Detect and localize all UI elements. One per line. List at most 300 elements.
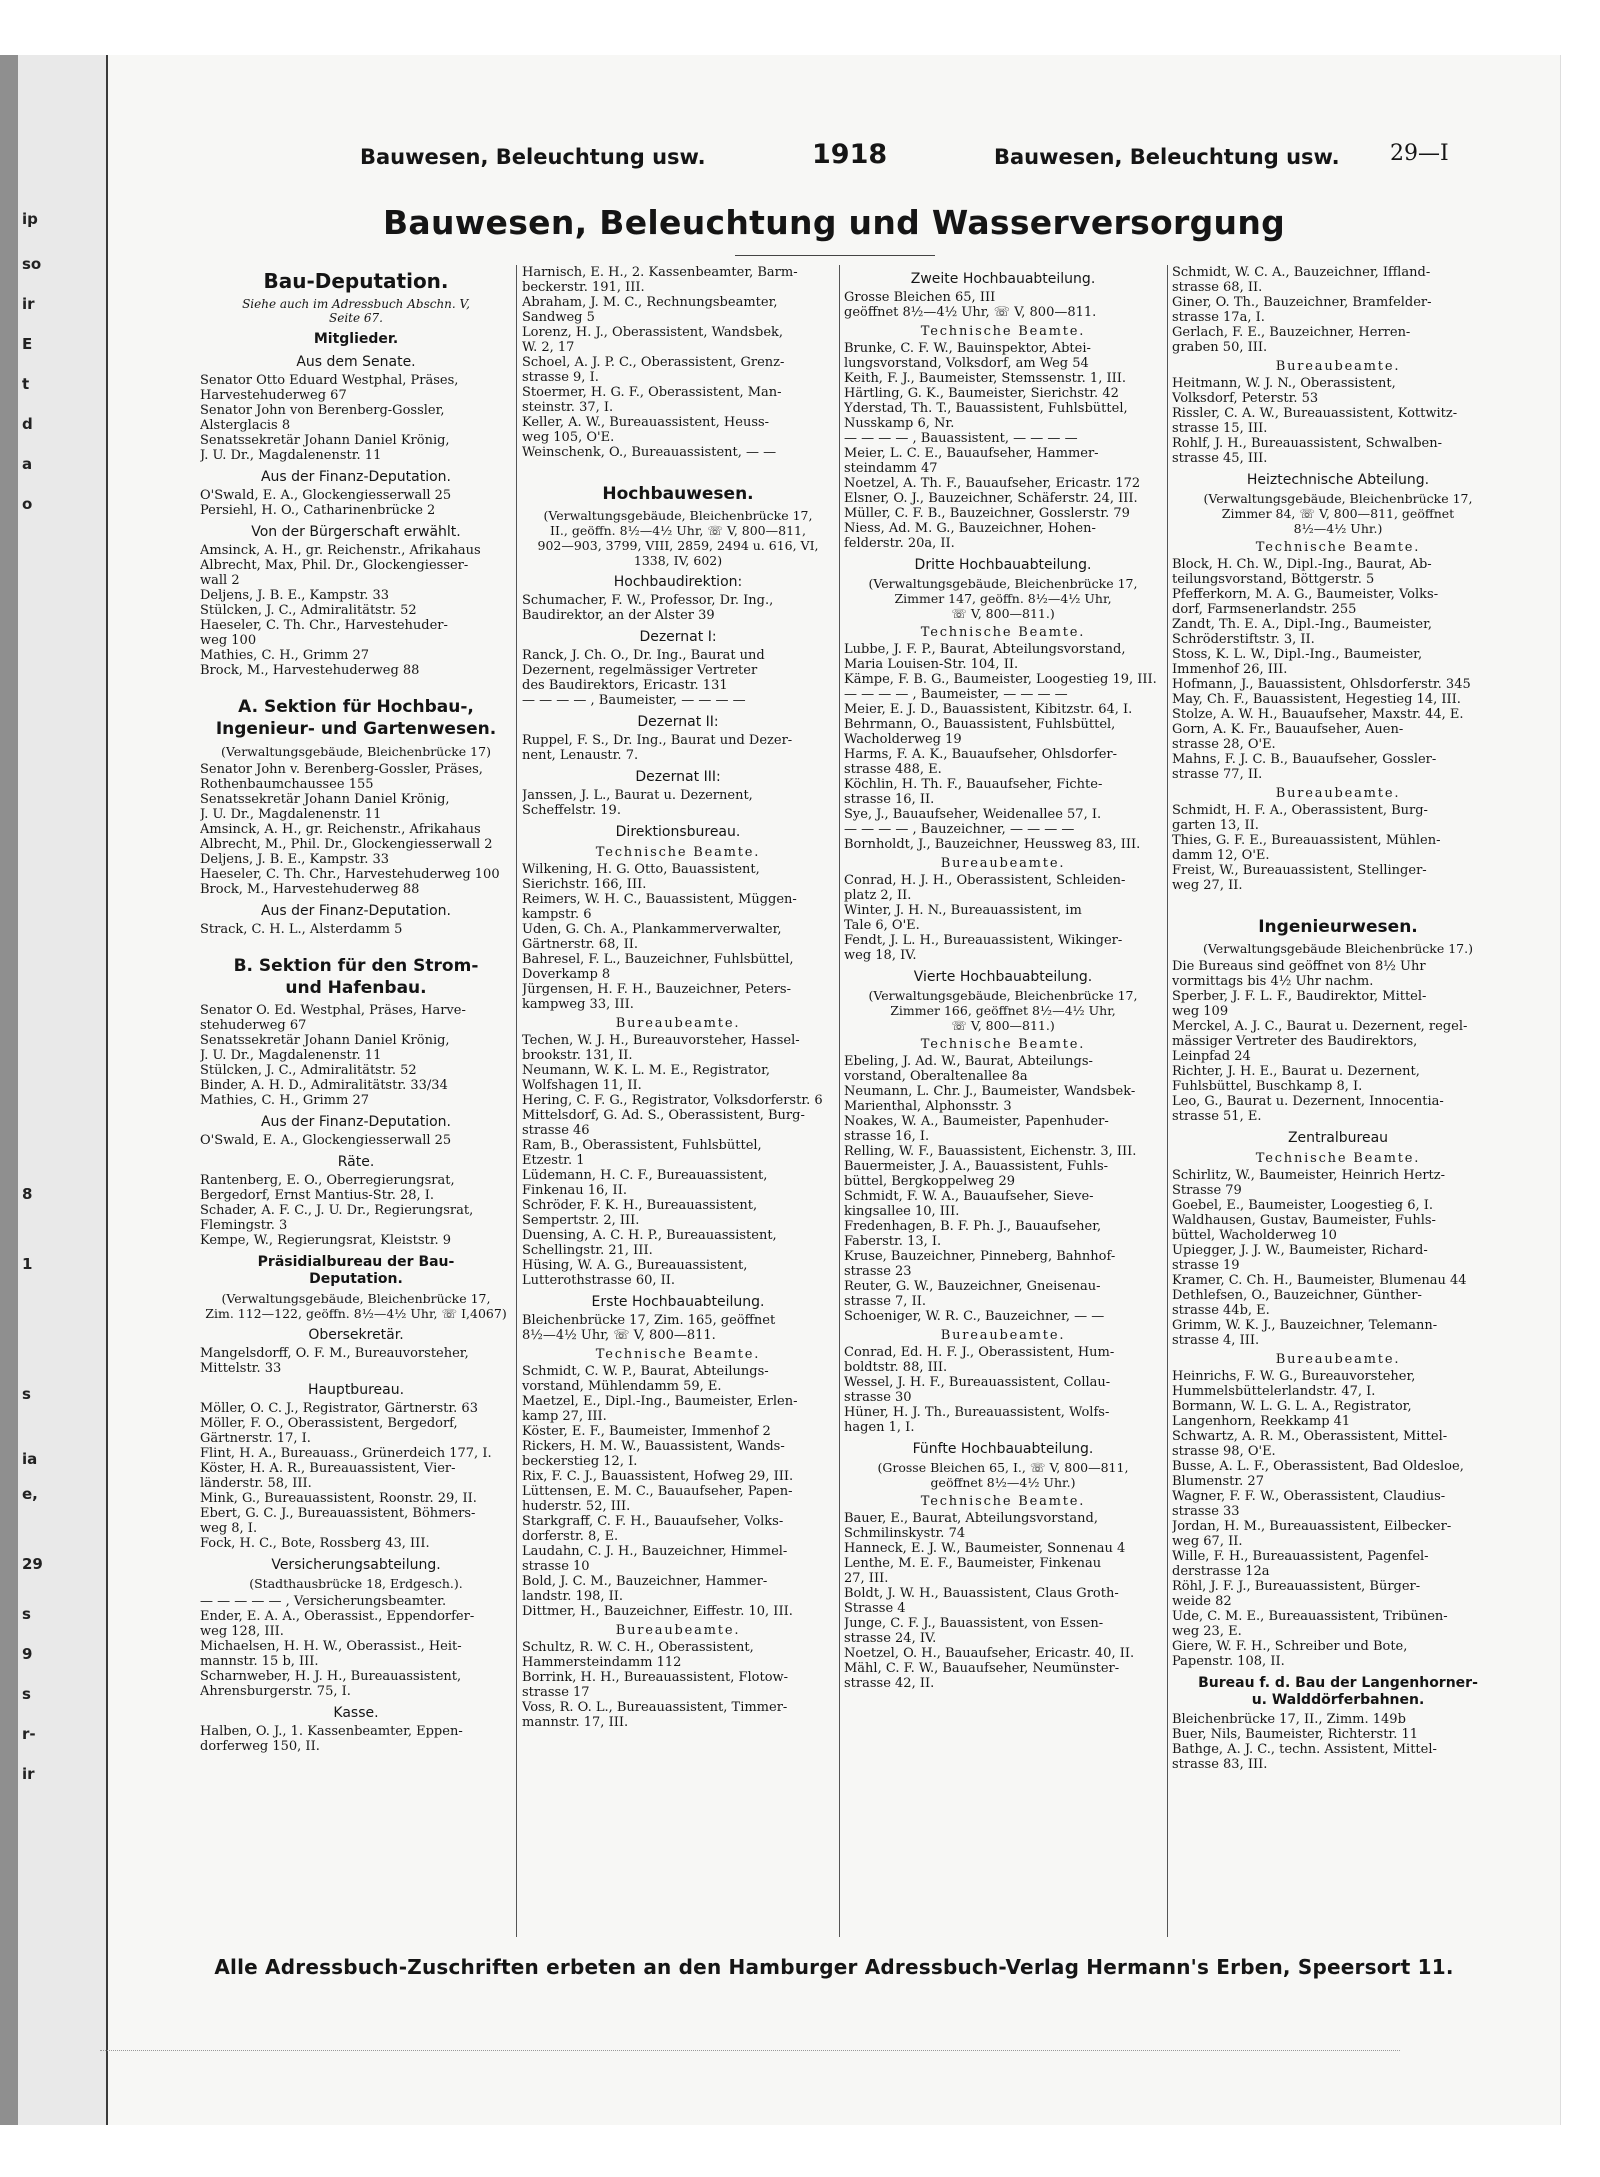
directory-entry: Ahrensburgerstr. 75, I. xyxy=(200,1684,351,1699)
directory-entry: Mähl, C. F. W., Bauaufseher, Neumünster- xyxy=(844,1661,1120,1676)
running-head-left: Bauwesen, Beleuchtung usw. xyxy=(360,145,706,169)
directory-entry: strasse 488, E. xyxy=(844,762,942,777)
directory-entry: wall 2 xyxy=(200,573,240,588)
directory-entry: Wille, F. H., Bureauassistent, Pagenfel- xyxy=(1172,1549,1429,1564)
page xyxy=(108,55,1560,2125)
directory-entry: brookstr. 131, II. xyxy=(522,1048,633,1063)
gutter-mark: ip xyxy=(22,210,38,228)
directory-entry: vormittags bis 4½ Uhr nachm. xyxy=(1172,974,1374,989)
directory-entry: Yderstad, Th. T., Bauassistent, Fuhlsbüttel, xyxy=(844,401,1128,416)
directory-entry: weg 100 xyxy=(200,633,257,648)
directory-entry: Bleichenbrücke 17, II., Zimm. 149b xyxy=(1172,1712,1406,1727)
subsection-heading: Hochbaudirektion: xyxy=(613,574,743,590)
directory-entry: boldtstr. 88, III. xyxy=(844,1360,948,1375)
directory-entry: Jordan, H. M., Bureauassistent, Eilbecker- xyxy=(1172,1519,1452,1534)
directory-entry: Junge, C. F. J., Bauassistent, von Essen- xyxy=(844,1616,1104,1631)
directory-entry: Strasse 79 xyxy=(1172,1183,1242,1198)
gutter-mark: ir xyxy=(22,1765,35,1783)
subsection-heading: Aus der Finanz-Deputation. xyxy=(260,903,452,919)
directory-entry: mannstr. 15 b, III. xyxy=(200,1654,319,1669)
staff-category-heading: Bureaubeamte. xyxy=(940,856,1066,871)
directory-entry: Elsner, O. J., Bauzeichner, Schäferstr. 24, III. xyxy=(844,491,1138,506)
directory-entry: Bahresel, F. L., Bauzeichner, Fuhlsbüttel, xyxy=(522,952,794,967)
directory-entry: Bathge, A. J. C., techn. Assistent, Mittel- xyxy=(1172,1742,1437,1757)
directory-entry: Rissler, C. A. W., Bureauassistent, Kottwitz- xyxy=(1172,406,1458,421)
directory-entry: Dethlefsen, O., Bauzeichner, Günther- xyxy=(1172,1288,1422,1303)
section-heading: Hochbauwesen. xyxy=(602,484,754,504)
directory-entry: Voss, R. O. L., Bureauassistent, Timmer- xyxy=(522,1700,788,1715)
directory-entry: Haeseler, C. Th. Chr., Harvestehuderweg 100 xyxy=(200,867,500,882)
directory-entry: Maria Louisen-Str. 104, II. xyxy=(844,657,1019,672)
directory-entry: — — — — , Bauzeichner, — — — — xyxy=(844,822,1075,837)
directory-entry: Duensing, A. C. H. P., Bureauassistent, xyxy=(522,1228,777,1243)
directory-entry: teilungsvorstand, Böttgerstr. 5 xyxy=(1172,572,1375,587)
section-heading: Ingenieurwesen. xyxy=(1258,917,1418,937)
directory-entry: Behrmann, O., Bauassistent, Fuhlsbüttel, xyxy=(844,717,1116,732)
directory-entry: 27, III. xyxy=(844,1571,889,1586)
section-heading: A. Sektion für Hochbau-, Ingenieur- und Gartenwesen. xyxy=(215,697,497,739)
subsection-heading: Bureau f. d. Bau der Langenhorner- u. Walddörferbahnen. xyxy=(1198,1675,1478,1708)
directory-entry: 8½—4½ Uhr, ☏ V, 800—811. xyxy=(522,1328,716,1343)
directory-entry: Faberstr. 13, I. xyxy=(844,1234,942,1249)
directory-entry: Papenstr. 108, II. xyxy=(1172,1654,1285,1669)
directory-entry: Stoermer, H. G. F., Oberassistent, Man- xyxy=(522,385,782,400)
directory-entry: Sierichstr. 166, III. xyxy=(522,877,647,892)
staff-category-heading: Technische Beamte. xyxy=(920,324,1086,339)
staff-category-heading: Bureaubeamte. xyxy=(1275,786,1401,801)
directory-entry: Rix, F. C. J., Bauassistent, Hofweg 29, III. xyxy=(522,1469,794,1484)
directory-entry: weg 128, III. xyxy=(200,1624,284,1639)
office-info: (Stadthausbrücke 18, Erdgesch.). xyxy=(249,1576,463,1591)
directory-entry: May, Ch. F., Bauassistent, Hegestieg 14, III. xyxy=(1172,692,1461,707)
subsection-heading: Räte. xyxy=(337,1154,375,1170)
directory-entry: Busse, A. L. F., Oberassistent, Bad Oldesloe, xyxy=(1172,1459,1464,1474)
directory-entry: Flemingstr. 3 xyxy=(200,1218,288,1233)
staff-category-heading: Technische Beamte. xyxy=(595,1347,761,1362)
directory-entry: Bleichenbrücke 17, Zim. 165, geöffnet xyxy=(522,1313,776,1328)
directory-entry: strasse 30 xyxy=(844,1390,912,1405)
directory-entry: Ranck, J. Ch. O., Dr. Ing., Baurat und xyxy=(522,648,765,663)
directory-entry: strasse 42, II. xyxy=(844,1676,935,1691)
directory-entry: Schmidt, C. W. P., Baurat, Abteilungs- xyxy=(522,1364,769,1379)
directory-entry: platz 2, II. xyxy=(844,888,912,903)
directory-entry: Finkenau 16, II. xyxy=(522,1183,627,1198)
subsection-heading: Aus der Finanz-Deputation. xyxy=(260,1114,452,1130)
directory-entry: Die Bureaus sind geöffnet von 8½ Uhr xyxy=(1172,959,1426,974)
column-1 xyxy=(200,265,512,1937)
gutter-mark: E xyxy=(22,335,33,353)
directory-entry: strasse 44b, E. xyxy=(1172,1303,1270,1318)
gutter-mark: 9 xyxy=(22,1645,33,1663)
directory-entry: Rothenbaumchaussee 155 xyxy=(200,777,374,792)
gutter-mark: a xyxy=(22,455,33,473)
gutter-mark: o xyxy=(22,495,33,513)
directory-entry: weg 23, E. xyxy=(1172,1624,1242,1639)
staff-category-heading: Technische Beamte. xyxy=(595,845,761,860)
directory-entry: strasse 23 xyxy=(844,1264,912,1279)
directory-entry: nent, Lenaustr. 7. xyxy=(522,748,639,763)
directory-entry: Kämpe, F. B. G., Baumeister, Loogestieg 19, III. xyxy=(844,672,1157,687)
directory-entry: Köster, H. A. R., Bureauassistent, Vier- xyxy=(200,1461,456,1476)
directory-entry: Gärtnerstr. 17, I. xyxy=(200,1431,311,1446)
office-info: (Grosse Bleichen 65, I., ☏ V, 800—811, geöffnet 8½—4½ Uhr.) xyxy=(877,1460,1129,1490)
directory-entry: Heitmann, W. J. N., Oberassistent, xyxy=(1172,376,1396,391)
directory-entry: Albrecht, M., Phil. Dr., Glockengiesserwall 2 xyxy=(200,837,493,852)
directory-entry: Neumann, L. Chr. J., Baumeister, Wandsbek- xyxy=(844,1084,1136,1099)
directory-entry: Sempertstr. 2, III. xyxy=(522,1213,640,1228)
directory-entry: Reimers, W. H. C., Bauassistent, Müggen- xyxy=(522,892,797,907)
directory-entry: Ender, E. A. A., Oberassist., Eppendorfer- xyxy=(200,1609,475,1624)
directory-entry: Senator Otto Eduard Westphal, Präses, xyxy=(200,373,459,388)
office-info: (Verwaltungsgebäude, Bleichenbrücke 17, II., geöffn. 8½—4½ Uhr, ☏ V, 800—811, 902—903, 3799, VIII, 2859, 2494 u. 616, VI, 1338, IV, 602) xyxy=(537,508,819,568)
title-rule xyxy=(735,255,935,256)
subsection-heading: Zweite Hochbauabteilung. xyxy=(910,271,1096,287)
subsection-heading: Dezernat I: xyxy=(639,629,717,645)
directory-entry: Lorenz, H. J., Oberassistent, Wandsbek, xyxy=(522,325,784,340)
section-heading: B. Sektion für den Strom- und Hafenbau. xyxy=(233,956,479,998)
directory-entry: O'Swald, E. A., Glockengiesserwall 25 xyxy=(200,488,452,503)
directory-entry: Freist, W., Bureauassistent, Stellinger- xyxy=(1172,863,1427,878)
directory-entry: Laudahn, C. J. H., Bauzeichner, Himmel- xyxy=(522,1544,788,1559)
directory-entry: Wacholderweg 19 xyxy=(844,732,962,747)
staff-category-heading: Bureaubeamte. xyxy=(615,1016,741,1031)
directory-entry: Kempe, W., Regierungsrat, Kleiststr. 9 xyxy=(200,1233,452,1248)
directory-entry: Halben, O. J., 1. Kassenbeamter, Eppen- xyxy=(200,1724,463,1739)
gutter-mark: 1 xyxy=(22,1255,33,1273)
subsection-heading: Dezernat III: xyxy=(635,769,721,785)
gutter-mark: s xyxy=(22,1385,31,1403)
directory-entry: strasse 15, III. xyxy=(1172,421,1268,436)
directory-entry: kampweg 33, III. xyxy=(522,997,634,1012)
directory-entry: Lüttensen, E. M. C., Bauaufseher, Papen- xyxy=(522,1484,793,1499)
directory-entry: Mangelsdorff, O. F. M., Bureauvorsteher, xyxy=(200,1346,469,1361)
staff-category-heading: Bureaubeamte. xyxy=(940,1328,1066,1343)
directory-entry: Sandweg 5 xyxy=(522,310,595,325)
directory-entry: Maetzel, E., Dipl.-Ing., Baumeister, Erlen- xyxy=(522,1394,798,1409)
directory-entry: Möller, O. C. J., Registrator, Gärtnerstr. 63 xyxy=(200,1401,478,1416)
directory-entry: Schröder, F. K. H., Bureauassistent, xyxy=(522,1198,758,1213)
directory-entry: Dittmer, H., Bauzeichner, Eiffestr. 10, III. xyxy=(522,1604,793,1619)
gutter-mark: ia xyxy=(22,1450,38,1468)
directory-entry: Schirlitz, W., Baumeister, Heinrich Hertz- xyxy=(1172,1168,1445,1183)
directory-entry: Stoss, K. L. W., Dipl.-Ing., Baumeister, xyxy=(1172,647,1423,662)
directory-entry: Boldt, J. W. H., Bauassistent, Claus Groth- xyxy=(844,1586,1119,1601)
directory-entry: Bold, J. C. M., Bauzeichner, Hammer- xyxy=(522,1574,768,1589)
subsection-heading: Obersekretär. xyxy=(308,1327,404,1343)
directory-entry: Immenhof 26, III. xyxy=(1172,662,1288,677)
directory-entry: strasse 19 xyxy=(1172,1258,1240,1273)
directory-entry: strasse 98, O'E. xyxy=(1172,1444,1276,1459)
directory-entry: Bornholdt, J., Bauzeichner, Heussweg 83, III. xyxy=(844,837,1141,852)
gutter-mark: s xyxy=(22,1685,31,1703)
directory-entry: Blumenstr. 27 xyxy=(1172,1474,1264,1489)
directory-entry: strasse 24, IV. xyxy=(844,1631,937,1646)
directory-entry: Schoel, A. J. P. C., Oberassistent, Grenz- xyxy=(522,355,785,370)
directory-entry: Baudirektor, an der Alster 39 xyxy=(522,608,715,623)
directory-entry: Fuhlsbüttel, Buschkamp 8, I. xyxy=(1172,1079,1363,1094)
directory-entry: Giere, W. F. H., Schreiber und Bote, xyxy=(1172,1639,1408,1654)
directory-entry: Wessel, J. H. F., Bureauassistent, Collau- xyxy=(844,1375,1111,1390)
directory-entry: Persiehl, H. O., Catharinenbrücke 2 xyxy=(200,503,436,518)
directory-entry: Senator John v. Berenberg-Gossler, Präses, xyxy=(200,762,483,777)
directory-entry: Keller, A. W., Bureauassistent, Heuss- xyxy=(522,415,770,430)
directory-entry: Rickers, H. M. W., Bauassistent, Wands- xyxy=(522,1439,785,1454)
gutter-mark: r- xyxy=(22,1725,36,1743)
directory-entry: büttel, Wacholderweg 10 xyxy=(1172,1228,1337,1243)
directory-entry: strasse 10 xyxy=(522,1559,590,1574)
directory-entry: W. 2, 17 xyxy=(522,340,575,355)
directory-entry: Stolze, A. W. H., Bauaufseher, Maxstr. 44, E. xyxy=(1172,707,1464,722)
directory-entry: Senatssekretär Johann Daniel Krönig, xyxy=(200,1033,450,1048)
directory-entry: Keith, F. J., Baumeister, Stemssenstr. 1, III. xyxy=(844,371,1127,386)
directory-entry: Gärtnerstr. 68, II. xyxy=(522,937,639,952)
directory-entry: — — — — , Bauassistent, — — — — xyxy=(844,431,1078,446)
directory-entry: strasse 7, II. xyxy=(844,1294,926,1309)
directory-entry: strasse 17 xyxy=(522,1685,590,1700)
subsection-heading: Heiztechnische Abteilung. xyxy=(1246,472,1430,488)
staff-category-heading: Technische Beamte. xyxy=(1255,540,1421,555)
directory-entry: graben 50, III. xyxy=(1172,340,1268,355)
directory-entry: Fock, H. C., Bote, Rossberg 43, III. xyxy=(200,1536,430,1551)
directory-entry: Strack, C. H. L., Alsterdamm 5 xyxy=(200,922,403,937)
directory-entry: — — — — , Baumeister, — — — — xyxy=(844,687,1068,702)
directory-entry: Hammersteindamm 112 xyxy=(522,1655,682,1670)
directory-entry: damm 12, O'E. xyxy=(1172,848,1270,863)
directory-entry: landstr. 198, II. xyxy=(522,1589,624,1604)
directory-entry: dorf, Farmsenerlandstr. 255 xyxy=(1172,602,1357,617)
directory-entry: Noakes, W. A., Baumeister, Papenhuder- xyxy=(844,1114,1109,1129)
directory-entry: hagen 1, I. xyxy=(844,1420,915,1435)
directory-entry: Lubbe, J. F. P., Baurat, Abteilungsvorstand, xyxy=(844,642,1126,657)
columns-area xyxy=(200,265,1504,1937)
directory-entry: Haeseler, C. Th. Chr., Harvestehuder- xyxy=(200,618,448,633)
directory-entry: Binder, A. H. D., Admiralitätstr. 33/34 xyxy=(200,1078,448,1093)
directory-entry: Senator John von Berenberg-Gossler, xyxy=(200,403,445,418)
directory-entry: Schmilinskystr. 74 xyxy=(844,1526,966,1541)
gutter-mark: ir xyxy=(22,295,35,313)
directory-entry: Bergedorf, Ernst Mantius-Str. 28, I. xyxy=(200,1188,435,1203)
directory-entry: Uden, G. Ch. A., Plankammerverwalter, xyxy=(522,922,782,937)
directory-entry: Ram, B., Oberassistent, Fuhlsbüttel, xyxy=(522,1138,762,1153)
directory-entry: Harms, F. A. K., Bauaufseher, Ohlsdorfer- xyxy=(844,747,1118,762)
directory-entry: mässiger Vertreter des Baudirektors, xyxy=(1172,1034,1418,1049)
directory-entry: Hüsing, W. A. G., Bureauassistent, xyxy=(522,1258,748,1273)
directory-entry: strasse 16, I. xyxy=(844,1129,930,1144)
directory-entry: Deljens, J. B. E., Kampstr. 33 xyxy=(200,852,390,867)
directory-entry: Bauermeister, J. A., Bauassistent, Fuhls- xyxy=(844,1159,1109,1174)
bottom-edge-line xyxy=(100,2050,1400,2051)
directory-entry: Hummelsbüttelerlandstr. 47, I. xyxy=(1172,1384,1376,1399)
directory-entry: beckerstr. 191, III. xyxy=(522,280,645,295)
staff-category-heading: Technische Beamte. xyxy=(1255,1151,1421,1166)
directory-entry: Amsinck, A. H., gr. Reichenstr., Afrikahaus xyxy=(200,543,481,558)
directory-entry: steinstr. 37, I. xyxy=(522,400,614,415)
directory-entry: J. U. Dr., Magdalenenstr. 11 xyxy=(200,448,382,463)
staff-category-heading: Technische Beamte. xyxy=(920,625,1086,640)
directory-entry: Niess, Ad. M. G., Bauzeichner, Hohen- xyxy=(844,521,1096,536)
subsection-heading: Präsidialbureau der Bau- Deputation. xyxy=(257,1254,455,1287)
directory-entry: Härtling, G. K., Baumeister, Sierichstr. 42 xyxy=(844,386,1119,401)
directory-entry: Schröderstiftstr. 3, II. xyxy=(1172,632,1315,647)
directory-entry: Köster, E. F., Baumeister, Immenhof 2 xyxy=(522,1424,771,1439)
column-2 xyxy=(522,265,834,1937)
directory-entry: geöffnet 8½—4½ Uhr, ☏ V, 800—811. xyxy=(844,305,1097,320)
staff-category-heading: Technische Beamte. xyxy=(920,1037,1086,1052)
directory-entry: Lenthe, M. E. F., Baumeister, Finkenau xyxy=(844,1556,1102,1571)
directory-entry: Gerlach, F. E., Bauzeichner, Herren- xyxy=(1172,325,1411,340)
office-info: (Verwaltungsgebäude, Bleichenbrücke 17, Zimmer 166, geöffnet 8½—4½ Uhr, ☏ V, 800—811.) xyxy=(868,988,1138,1033)
directory-entry: vorstand, Mühlendamm 59, E. xyxy=(522,1379,722,1394)
directory-entry: O'Swald, E. A., Glockengiesserwall 25 xyxy=(200,1133,452,1148)
directory-entry: Mahns, F. J. C. B., Bauaufseher, Gossler- xyxy=(1172,752,1437,767)
directory-entry: Stülcken, J. C., Admiralitätstr. 52 xyxy=(200,1063,417,1078)
directory-entry: Langenhorn, Reekkamp 41 xyxy=(1172,1414,1351,1429)
directory-entry: Stülcken, J. C., Admiralitätstr. 52 xyxy=(200,603,417,618)
page-number: 29—I xyxy=(1390,141,1449,166)
directory-entry: Schmidt, H. F. A., Oberassistent, Burg- xyxy=(1172,803,1428,818)
directory-entry: Harnisch, E. H., 2. Kassenbeamter, Barm- xyxy=(522,265,798,280)
directory-entry: Leinpfad 24 xyxy=(1172,1049,1251,1064)
directory-entry: Volksdorf, Peterstr. 53 xyxy=(1172,391,1319,406)
running-head-year: 1918 xyxy=(812,139,888,170)
directory-entry: Mittelstr. 33 xyxy=(200,1361,282,1376)
directory-entry: Rantenberg, E. O., Oberregierungsrat, xyxy=(200,1173,455,1188)
directory-entry: Flint, H. A., Bureauass., Grünerdeich 177, I. xyxy=(200,1446,492,1461)
directory-entry: Senator O. Ed. Westphal, Präses, Harve- xyxy=(200,1003,466,1018)
directory-entry: Richter, J. H. E., Baurat u. Dezernent, xyxy=(1172,1064,1420,1079)
directory-entry: Wagner, F. F. W., Oberassistent, Claudius- xyxy=(1172,1489,1446,1504)
directory-entry: Senatssekretär Johann Daniel Krönig, xyxy=(200,792,450,807)
directory-entry: Kruse, Bauzeichner, Pinneberg, Bahnhof- xyxy=(844,1249,1116,1264)
directory-entry: Scheffelstr. 19. xyxy=(522,803,621,818)
directory-entry: Möller, F. O., Oberassistent, Bergedorf, xyxy=(200,1416,458,1431)
directory-entry: Janssen, J. L., Baurat u. Dezernent, xyxy=(522,788,753,803)
subsection-heading: Versicherungsabteilung. xyxy=(271,1557,441,1573)
directory-entry: Ebeling, J. Ad. W., Baurat, Abteilungs- xyxy=(844,1054,1093,1069)
directory-entry: Schader, A. F. C., J. U. Dr., Regierungsrat, xyxy=(200,1203,474,1218)
section-heading: Bau-Deputation. xyxy=(263,269,449,293)
directory-entry: derstrasse 12a xyxy=(1172,1564,1270,1579)
directory-entry: Hofmann, J., Bauassistent, Ohlsdorferstr. 345 xyxy=(1172,677,1471,692)
subsection-heading: Mitglieder. xyxy=(313,331,399,347)
staff-category-heading: Technische Beamte. xyxy=(920,1494,1086,1509)
directory-entry: huderstr. 52, III. xyxy=(522,1499,631,1514)
subsection-heading: Direktionsbureau. xyxy=(615,824,741,840)
directory-entry: Starkgraff, C. F. H., Bauaufseher, Volks- xyxy=(522,1514,784,1529)
subsection-heading: Aus der Finanz-Deputation. xyxy=(260,469,452,485)
office-info: (Verwaltungsgebäude, Bleichenbrücke 17, Zimmer 147, geöffn. 8½—4½ Uhr, ☏ V, 800—811.) xyxy=(868,576,1138,621)
directory-entry: Meier, E. J. D., Bauassistent, Kibitzstr. 64, I. xyxy=(844,702,1133,717)
directory-entry: strasse 16, II. xyxy=(844,792,935,807)
directory-entry: Hüner, H. J. Th., Bureauassistent, Wolfs- xyxy=(844,1405,1110,1420)
directory-entry: strasse 28, O'E. xyxy=(1172,737,1276,752)
directory-entry: Doverkamp 8 xyxy=(522,967,611,982)
reference-note: Siehe auch im Adressbuch Abschn. V, Seite 67. xyxy=(242,297,470,325)
directory-entry: Wilkening, H. G. Otto, Bauassistent, xyxy=(522,862,760,877)
directory-entry: kamp 27, III. xyxy=(522,1409,607,1424)
directory-entry: strasse 17a, I. xyxy=(1172,310,1265,325)
directory-entry: Merckel, A. J. C., Baurat u. Dezernent, regel- xyxy=(1172,1019,1468,1034)
directory-entry: Winter, J. H. N., Bureauassistent, im xyxy=(844,903,1082,918)
subsection-heading: Dezernat II: xyxy=(637,714,719,730)
directory-entry: Michaelsen, H. H. W., Oberassist., Heit- xyxy=(200,1639,462,1654)
directory-entry: Brock, M., Harvestehuderweg 88 xyxy=(200,663,420,678)
office-info: (Verwaltungsgebäude Bleichenbrücke 17.) xyxy=(1203,941,1473,956)
directory-entry: Noetzel, A. Th. F., Bauaufseher, Ericastr. 172 xyxy=(844,476,1141,491)
directory-entry: weg 105, O'E. xyxy=(522,430,615,445)
gutter-mark: e, xyxy=(22,1485,38,1503)
directory-entry: Buer, Nils, Baumeister, Richterstr. 11 xyxy=(1172,1727,1419,1742)
directory-entry: weg 27, II. xyxy=(1172,878,1243,893)
directory-entry: Ebert, G. C. J., Bureauassistent, Böhmers- xyxy=(200,1506,476,1521)
directory-entry: — — — — — , Versicherungsbeamter. xyxy=(200,1594,447,1609)
subsection-heading: Kasse. xyxy=(333,1705,379,1721)
directory-entry: dorferweg 150, II. xyxy=(200,1739,320,1754)
directory-entry: weg 67, II. xyxy=(1172,1534,1243,1549)
staff-category-heading: Bureaubeamte. xyxy=(615,1623,741,1638)
directory-entry: Jürgensen, H. F. H., Bauzeichner, Peters- xyxy=(522,982,791,997)
right-page-edge xyxy=(1560,55,1600,2125)
directory-entry: steindamm 47 xyxy=(844,461,938,476)
directory-entry: Grosse Bleichen 65, III xyxy=(844,290,996,305)
subsection-heading: Hauptbureau. xyxy=(307,1382,405,1398)
directory-entry: dorferstr. 8, E. xyxy=(522,1529,619,1544)
staff-category-heading: Bureaubeamte. xyxy=(1275,1352,1401,1367)
directory-entry: Harvestehuderweg 67 xyxy=(200,388,347,403)
directory-entry: Thies, G. F. E., Bureauassistent, Mühlen- xyxy=(1172,833,1441,848)
directory-entry: Senatssekretär Johann Daniel Krönig, xyxy=(200,433,450,448)
directory-entry: weide 82 xyxy=(1172,1594,1232,1609)
gutter-mark: so xyxy=(22,255,42,273)
directory-entry: stehuderweg 67 xyxy=(200,1018,307,1033)
directory-entry: J. U. Dr., Magdalenenstr. 11 xyxy=(200,807,382,822)
office-info: (Verwaltungsgebäude, Bleichenbrücke 17, Zim. 112—122, geöffn. 8½—4½ Uhr, ☏ I,4067) xyxy=(205,1291,507,1321)
directory-entry: — — — — , Baumeister, — — — — xyxy=(522,693,746,708)
directory-entry: Abraham, J. M. C., Rechnungsbeamter, xyxy=(522,295,778,310)
subsection-heading: Aus dem Senate. xyxy=(296,354,416,370)
gutter-mark: s xyxy=(22,1605,31,1623)
directory-entry: felderstr. 20a, II. xyxy=(844,536,955,551)
directory-entry: Wolfshagen 11, II. xyxy=(522,1078,642,1093)
directory-entry: Mink, G., Bureauassistent, Roonstr. 29, II. xyxy=(200,1491,477,1506)
directory-entry: Neumann, W. K. L. M. E., Registrator, xyxy=(522,1063,771,1078)
gutter-mark: 8 xyxy=(22,1185,33,1203)
directory-entry: vorstand, Oberaltenallee 8a xyxy=(844,1069,1028,1084)
directory-entry: strasse 77, II. xyxy=(1172,767,1263,782)
directory-entry: Scharnweber, H. J. H., Bureauassistent, xyxy=(200,1669,462,1684)
footer-notice: Alle Adressbuch-Zuschriften erbeten an den Hamburger Adressbuch-Verlag Hermann's Erben, Speersort 11. xyxy=(214,1955,1454,1979)
directory-entry: Bauer, E., Baurat, Abteilungsvorstand, xyxy=(844,1511,1098,1526)
directory-entry: Kramer, C. Ch. H., Baumeister, Blumenau 44 xyxy=(1172,1273,1467,1288)
directory-entry: Leo, G., Baurat u. Dezernent, Innocentia- xyxy=(1172,1094,1444,1109)
directory-entry: Bormann, W. L. G. L. A., Registrator, xyxy=(1172,1399,1412,1414)
directory-entry: Köchlin, H. Th. F., Bauaufseher, Fichte- xyxy=(844,777,1103,792)
office-info: (Verwaltungsgebäude, Bleichenbrücke 17, Zimmer 84, ☏ V, 800—811, geöffnet 8½—4½ Uhr.) xyxy=(1203,491,1473,536)
directory-entry: Upiegger, J. J. W., Baumeister, Richard- xyxy=(1172,1243,1428,1258)
directory-entry: Block, H. Ch. W., Dipl.-Ing., Baurat, Ab- xyxy=(1172,557,1432,572)
directory-entry: Röhl, J. F. J., Bureauassistent, Bürger- xyxy=(1172,1579,1421,1594)
directory-entry: Zandt, Th. E. A., Dipl.-Ing., Baumeister, xyxy=(1172,617,1432,632)
directory-entry: strasse 51, E. xyxy=(1172,1109,1262,1124)
directory-entry: Schmidt, W. C. A., Bauzeichner, Iffland- xyxy=(1172,265,1431,280)
subsection-heading: Fünfte Hochbauabteilung. xyxy=(912,1441,1094,1457)
staff-category-heading: Bureaubeamte. xyxy=(1275,359,1401,374)
column-divider xyxy=(516,265,517,1937)
running-head-right: Bauwesen, Beleuchtung usw. xyxy=(994,145,1340,169)
subsection-heading: Erste Hochbauabteilung. xyxy=(591,1294,765,1310)
directory-entry: Schoeniger, W. R. C., Bauzeichner, — — xyxy=(844,1309,1105,1324)
directory-entry: Schwartz, A. R. M., Oberassistent, Mittel- xyxy=(1172,1429,1448,1444)
